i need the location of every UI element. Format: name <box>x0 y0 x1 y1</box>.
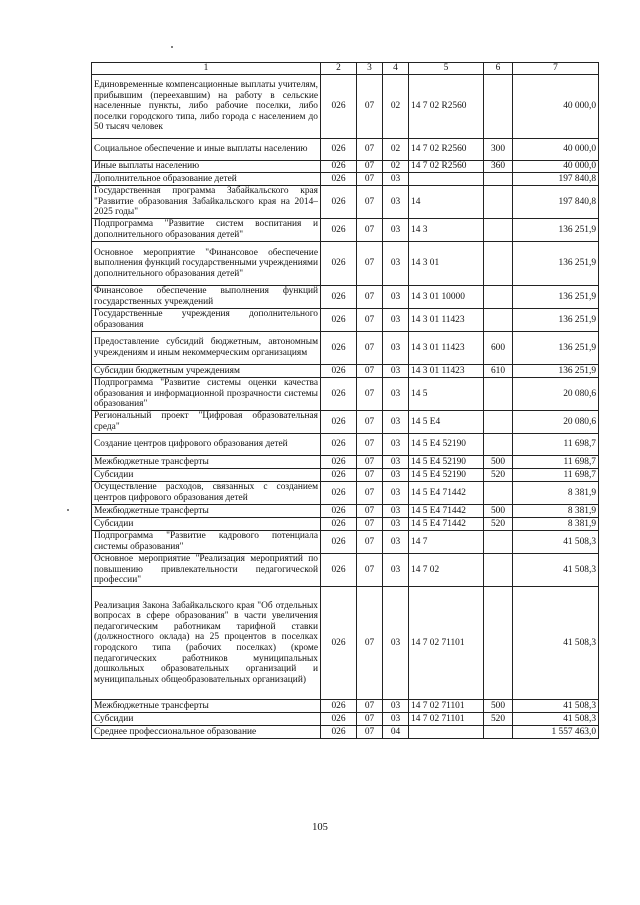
cell-admin: 026 <box>321 469 357 482</box>
cell-target: 14 7 02 <box>409 554 484 587</box>
cell-admin: 026 <box>321 726 357 739</box>
cell-section: 07 <box>357 242 383 286</box>
cell-amount: 40 000,0 <box>513 75 599 139</box>
cell-expense-type <box>484 286 513 309</box>
cell-expense-type <box>484 531 513 554</box>
table-row <box>92 411 599 434</box>
cell-name: Субсидии <box>92 713 321 726</box>
cell-section: 07 <box>357 531 383 554</box>
cell-admin: 026 <box>321 332 357 365</box>
cell-admin: 026 <box>321 456 357 469</box>
cell-subsection: 03 <box>383 554 409 587</box>
cell-amount: 1 557 463,0 <box>513 726 599 739</box>
cell-admin: 026 <box>321 713 357 726</box>
cell-name: Межбюджетные трансферты <box>92 456 321 469</box>
cell-section: 07 <box>357 554 383 587</box>
cell-subsection: 03 <box>383 713 409 726</box>
scan-speck <box>171 46 173 48</box>
cell-subsection: 04 <box>383 726 409 739</box>
cell-section: 07 <box>357 219 383 242</box>
cell-expense-type: 520 <box>484 713 513 726</box>
cell-section: 07 <box>357 700 383 713</box>
cell-subsection: 03 <box>383 309 409 332</box>
cell-subsection: 03 <box>383 378 409 411</box>
cell-name: Осуществление расходов, связанных с созданием центров цифрового образования детей <box>92 482 321 505</box>
cell-amount: 11 698,7 <box>513 456 599 469</box>
cell-subsection: 03 <box>383 186 409 219</box>
cell-target: 14 5 E4 52190 <box>409 456 484 469</box>
cell-amount: 197 840,8 <box>513 186 599 219</box>
cell-target: 14 7 02 71101 <box>409 587 484 700</box>
cell-section: 07 <box>357 186 383 219</box>
cell-amount: 136 251,9 <box>513 365 599 378</box>
table-row <box>92 309 599 332</box>
cell-name: Иные выплаты населению <box>92 161 321 173</box>
cell-amount: 8 381,9 <box>513 518 599 531</box>
cell-amount: 41 508,3 <box>513 554 599 587</box>
cell-name: Единовременные компенсационные выплаты учителям, прибывшим (переехавшим) на работу в сельские населенные пункты, либо рабочие поселки, либо поселки городского типа, либо города с населением до 50 тысяч человек <box>92 75 321 139</box>
column-header: 2 <box>321 63 357 75</box>
table-row <box>92 365 599 378</box>
cell-admin: 026 <box>321 531 357 554</box>
cell-amount: 20 080,6 <box>513 378 599 411</box>
cell-section: 07 <box>357 434 383 456</box>
cell-target <box>409 726 484 739</box>
cell-section: 07 <box>357 518 383 531</box>
cell-name: Региональный проект "Цифровая образовательная среда" <box>92 411 321 434</box>
cell-target: 14 3 01 11423 <box>409 365 484 378</box>
cell-target: 14 7 <box>409 531 484 554</box>
cell-amount: 20 080,6 <box>513 411 599 434</box>
cell-name: Основное мероприятие "Финансовое обеспечение выполнения функций государственными учреждениями дополнительного образования детей" <box>92 242 321 286</box>
cell-subsection: 03 <box>383 219 409 242</box>
cell-section: 07 <box>357 365 383 378</box>
table-row <box>92 434 599 456</box>
cell-expense-type: 600 <box>484 332 513 365</box>
cell-section: 07 <box>357 411 383 434</box>
cell-expense-type: 500 <box>484 700 513 713</box>
cell-amount: 41 508,3 <box>513 713 599 726</box>
cell-admin: 026 <box>321 139 357 161</box>
cell-section: 07 <box>357 161 383 173</box>
cell-section: 07 <box>357 469 383 482</box>
cell-amount: 40 000,0 <box>513 139 599 161</box>
cell-admin: 026 <box>321 378 357 411</box>
cell-amount: 136 251,9 <box>513 219 599 242</box>
cell-name: Социальное обеспечение и иные выплаты населению <box>92 139 321 161</box>
cell-target: 14 5 <box>409 378 484 411</box>
cell-section: 07 <box>357 173 383 186</box>
cell-subsection: 03 <box>383 286 409 309</box>
table-row <box>92 700 599 713</box>
cell-expense-type <box>484 242 513 286</box>
cell-target: 14 3 01 11423 <box>409 332 484 365</box>
column-header: 3 <box>357 63 383 75</box>
cell-target: 14 3 01 11423 <box>409 309 484 332</box>
cell-expense-type: 300 <box>484 139 513 161</box>
cell-subsection: 03 <box>383 411 409 434</box>
table-row <box>92 505 599 518</box>
cell-expense-type: 520 <box>484 518 513 531</box>
table-row <box>92 173 599 186</box>
cell-name: Среднее профессиональное образование <box>92 726 321 739</box>
cell-admin: 026 <box>321 700 357 713</box>
cell-target: 14 7 02 R2560 <box>409 139 484 161</box>
cell-section: 07 <box>357 332 383 365</box>
cell-subsection: 02 <box>383 161 409 173</box>
cell-expense-type <box>484 75 513 139</box>
cell-name: Подпрограмма "Развитие систем воспитания и дополнительного образования детей" <box>92 219 321 242</box>
cell-target: 14 5 E4 71442 <box>409 518 484 531</box>
cell-target: 14 7 02 71101 <box>409 713 484 726</box>
cell-expense-type: 500 <box>484 505 513 518</box>
cell-target <box>409 173 484 186</box>
cell-subsection: 03 <box>383 332 409 365</box>
cell-admin: 026 <box>321 75 357 139</box>
cell-name: Финансовое обеспечение выполнения функций государственных учреждений <box>92 286 321 309</box>
cell-target: 14 5 E4 52190 <box>409 469 484 482</box>
cell-expense-type <box>484 173 513 186</box>
cell-amount: 136 251,9 <box>513 242 599 286</box>
cell-expense-type <box>484 186 513 219</box>
cell-target: 14 3 01 <box>409 242 484 286</box>
cell-amount: 136 251,9 <box>513 286 599 309</box>
cell-amount: 41 508,3 <box>513 700 599 713</box>
cell-name: Субсидии <box>92 518 321 531</box>
cell-admin: 026 <box>321 219 357 242</box>
table-row <box>92 161 599 173</box>
cell-subsection: 03 <box>383 482 409 505</box>
cell-admin: 026 <box>321 482 357 505</box>
cell-subsection: 03 <box>383 173 409 186</box>
cell-admin: 026 <box>321 242 357 286</box>
cell-amount: 11 698,7 <box>513 469 599 482</box>
cell-admin: 026 <box>321 587 357 700</box>
cell-admin: 026 <box>321 518 357 531</box>
cell-name: Межбюджетные трансферты <box>92 505 321 518</box>
table-row <box>92 587 599 700</box>
cell-section: 07 <box>357 309 383 332</box>
cell-expense-type <box>484 587 513 700</box>
table-row <box>92 332 599 365</box>
cell-section: 07 <box>357 713 383 726</box>
cell-section: 07 <box>357 378 383 411</box>
cell-name: Межбюджетные трансферты <box>92 700 321 713</box>
cell-admin: 026 <box>321 186 357 219</box>
cell-target: 14 5 E4 71442 <box>409 482 484 505</box>
cell-name: Субсидии бюджетным учреждениям <box>92 365 321 378</box>
cell-target: 14 3 01 10000 <box>409 286 484 309</box>
cell-subsection: 03 <box>383 434 409 456</box>
cell-subsection: 03 <box>383 505 409 518</box>
cell-name: Основное мероприятие "Реализация мероприятий по повышению привлекательности педагогической профессии" <box>92 554 321 587</box>
cell-admin: 026 <box>321 505 357 518</box>
cell-name: Субсидии <box>92 469 321 482</box>
cell-subsection: 03 <box>383 700 409 713</box>
table-row <box>92 726 599 739</box>
column-header: 5 <box>409 63 484 75</box>
cell-subsection: 03 <box>383 518 409 531</box>
table-row <box>92 554 599 587</box>
cell-subsection: 02 <box>383 139 409 161</box>
column-header: 7 <box>513 63 599 75</box>
table-row <box>92 75 599 139</box>
cell-target: 14 <box>409 186 484 219</box>
table-row <box>92 518 599 531</box>
cell-expense-type: 610 <box>484 365 513 378</box>
cell-amount: 136 251,9 <box>513 309 599 332</box>
cell-expense-type <box>484 434 513 456</box>
cell-admin: 026 <box>321 161 357 173</box>
cell-name: Предоставление субсидий бюджетным, автономным учреждениям и иным некоммерческим организациям <box>92 332 321 365</box>
cell-expense-type: 500 <box>484 456 513 469</box>
cell-target: 14 7 02 R2560 <box>409 75 484 139</box>
table-row <box>92 378 599 411</box>
cell-amount: 8 381,9 <box>513 482 599 505</box>
cell-expense-type <box>484 411 513 434</box>
cell-amount: 40 000,0 <box>513 161 599 173</box>
cell-amount: 41 508,3 <box>513 587 599 700</box>
cell-name: Подпрограмма "Развитие системы оценки качества образования и информационной прозрачности системы образования" <box>92 378 321 411</box>
cell-target: 14 5 E4 <box>409 411 484 434</box>
cell-target: 14 3 <box>409 219 484 242</box>
cell-admin: 026 <box>321 173 357 186</box>
table-row <box>92 186 599 219</box>
cell-expense-type <box>484 554 513 587</box>
cell-amount: 41 508,3 <box>513 531 599 554</box>
cell-expense-type: 520 <box>484 469 513 482</box>
scan-speck <box>67 509 69 511</box>
table-row <box>92 469 599 482</box>
cell-admin: 026 <box>321 365 357 378</box>
cell-section: 07 <box>357 726 383 739</box>
cell-expense-type <box>484 309 513 332</box>
cell-subsection: 02 <box>383 75 409 139</box>
column-header: 6 <box>484 63 513 75</box>
cell-amount: 11 698,7 <box>513 434 599 456</box>
cell-subsection: 03 <box>383 456 409 469</box>
budget-table <box>91 62 599 739</box>
cell-expense-type: 360 <box>484 161 513 173</box>
cell-name: Государственные учреждения дополнительного образования <box>92 309 321 332</box>
column-header: 4 <box>383 63 409 75</box>
table-row <box>92 482 599 505</box>
cell-section: 07 <box>357 505 383 518</box>
cell-target: 14 7 02 71101 <box>409 700 484 713</box>
cell-subsection: 03 <box>383 587 409 700</box>
cell-section: 07 <box>357 482 383 505</box>
cell-subsection: 03 <box>383 242 409 286</box>
cell-name: Создание центров цифрового образования детей <box>92 434 321 456</box>
cell-name: Дополнительное образование детей <box>92 173 321 186</box>
table-row <box>92 219 599 242</box>
table-header-row <box>92 63 599 75</box>
cell-section: 07 <box>357 286 383 309</box>
cell-subsection: 03 <box>383 531 409 554</box>
cell-subsection: 03 <box>383 365 409 378</box>
cell-amount: 197 840,8 <box>513 173 599 186</box>
column-header: 1 <box>92 63 321 75</box>
table-row <box>92 139 599 161</box>
cell-admin: 026 <box>321 434 357 456</box>
cell-expense-type <box>484 482 513 505</box>
cell-target: 14 5 E4 52190 <box>409 434 484 456</box>
cell-expense-type <box>484 378 513 411</box>
cell-subsection: 03 <box>383 469 409 482</box>
cell-section: 07 <box>357 456 383 469</box>
cell-section: 07 <box>357 587 383 700</box>
cell-admin: 026 <box>321 554 357 587</box>
table-row <box>92 456 599 469</box>
cell-target: 14 7 02 R2560 <box>409 161 484 173</box>
table-row <box>92 531 599 554</box>
cell-admin: 026 <box>321 309 357 332</box>
cell-section: 07 <box>357 75 383 139</box>
cell-target: 14 5 E4 71442 <box>409 505 484 518</box>
table-body <box>92 63 599 739</box>
cell-name: Подпрограмма "Развитие кадрового потенциала системы образования" <box>92 531 321 554</box>
table-row <box>92 713 599 726</box>
cell-amount: 136 251,9 <box>513 332 599 365</box>
cell-expense-type <box>484 219 513 242</box>
cell-name: Государственная программа Забайкальского края "Развитие образования Забайкальского края на 2014–2025 годы" <box>92 186 321 219</box>
cell-admin: 026 <box>321 286 357 309</box>
cell-expense-type <box>484 726 513 739</box>
page-number: 105 <box>312 822 328 833</box>
table-row <box>92 242 599 286</box>
cell-section: 07 <box>357 139 383 161</box>
cell-name: Реализация Закона Забайкальского края "Об отдельных вопросах в сфере образования" в части увеличения педагогическим работникам тарифной ставки (должностного оклада) на 25 процентов в поселках городского типа (рабочих поселках) (кроме педагогических работников муниципальных дошкольных образовательных организаций и муниципальных общеобразовательных организаций) <box>92 587 321 700</box>
table-row <box>92 286 599 309</box>
cell-amount: 8 381,9 <box>513 505 599 518</box>
cell-admin: 026 <box>321 411 357 434</box>
